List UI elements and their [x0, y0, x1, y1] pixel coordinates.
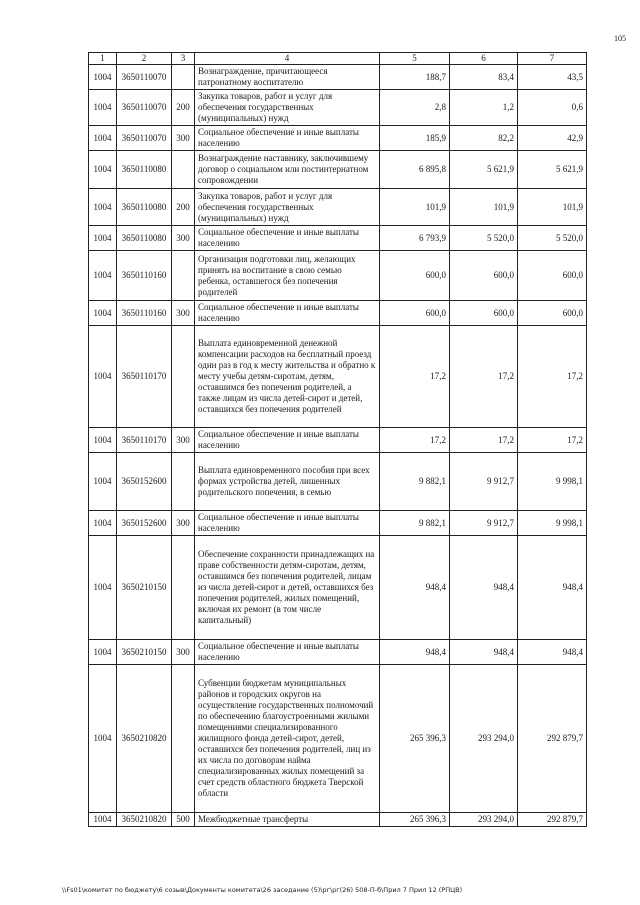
description-cell: Субвенции бюджетам муниципальных районов и городских округов на осуществление государственных полномочий по обеспечению благоустроенными жилыми помещениями специализированного жилищного фонда детей-сирот, детей, оставшихся без попечения родителей, лиц из их числа по договорам найма специализированных жилых помещений за счет средств областного бюджета Тверской области	[195, 665, 380, 813]
description-cell: Закупка товаров, работ и услуг для обеспечения государственных (муниципальных) нужд	[195, 90, 380, 126]
description-cell: Закупка товаров, работ и услуг для обеспечения государственных (муниципальных) нужд	[195, 189, 380, 226]
expense-type-cell	[172, 251, 195, 301]
section-code-cell: 1004	[89, 226, 117, 251]
amount-year3-cell: 9 998,1	[518, 453, 587, 511]
table-row	[89, 189, 587, 226]
section-code-cell: 1004	[89, 640, 117, 665]
amount-year1-cell: 6 793,9	[380, 226, 450, 251]
col-header-6: 6	[450, 53, 518, 65]
target-article-cell: 3650110080	[117, 226, 172, 251]
section-code-cell: 1004	[89, 511, 117, 536]
amount-year3-cell: 600,0	[518, 301, 587, 326]
amount-year3-cell: 0,6	[518, 90, 587, 126]
col-header-4: 4	[195, 53, 380, 65]
table-row	[89, 813, 587, 827]
section-code-cell: 1004	[89, 453, 117, 511]
expense-type-cell: 300	[172, 640, 195, 665]
table-row	[89, 665, 587, 813]
file-path-footer: \\Fs01\комитет по бюджету\6 созыв\Документы комитета\26 заседание (5)\рг\рг(26) 508-П-б\Прил 7 Прил 12 (РПЦВ)	[62, 886, 463, 894]
description-cell: Выплата единовременного пособия при всех формах устройства детей, лишенных родительского попечения, в семью	[195, 453, 380, 511]
amount-year3-cell: 600,0	[518, 251, 587, 301]
description-cell: Социальное обеспечение и иные выплаты населению	[195, 226, 380, 251]
target-article-cell: 3650210820	[117, 665, 172, 813]
expense-type-cell	[172, 326, 195, 428]
table-row	[89, 126, 587, 151]
amount-year2-cell: 101,9	[450, 189, 518, 226]
amount-year2-cell: 948,4	[450, 640, 518, 665]
target-article-cell: 3650152600	[117, 453, 172, 511]
table-body	[89, 65, 587, 827]
amount-year1-cell: 9 882,1	[380, 511, 450, 536]
target-article-cell: 3650210820	[117, 813, 172, 827]
table-row	[89, 511, 587, 536]
amount-year3-cell: 101,9	[518, 189, 587, 226]
amount-year2-cell: 83,4	[450, 65, 518, 90]
table-row	[89, 640, 587, 665]
amount-year3-cell: 5 520,0	[518, 226, 587, 251]
expense-type-cell	[172, 665, 195, 813]
section-code-cell: 1004	[89, 189, 117, 226]
amount-year2-cell: 17,2	[450, 428, 518, 453]
expense-type-cell: 300	[172, 226, 195, 251]
section-code-cell: 1004	[89, 536, 117, 640]
section-code-cell: 1004	[89, 428, 117, 453]
amount-year2-cell: 600,0	[450, 301, 518, 326]
amount-year3-cell: 42,9	[518, 126, 587, 151]
target-article-cell: 3650210150	[117, 536, 172, 640]
amount-year2-cell: 5 520,0	[450, 226, 518, 251]
table-row	[89, 65, 587, 90]
amount-year1-cell: 9 882,1	[380, 453, 450, 511]
amount-year2-cell: 948,4	[450, 536, 518, 640]
expense-type-cell: 200	[172, 189, 195, 226]
target-article-cell: 3650110170	[117, 428, 172, 453]
target-article-cell: 3650210150	[117, 640, 172, 665]
amount-year3-cell: 5 621,9	[518, 151, 587, 189]
amount-year1-cell: 6 895,8	[380, 151, 450, 189]
description-cell: Социальное обеспечение и иные выплаты населению	[195, 428, 380, 453]
target-article-cell: 3650110170	[117, 326, 172, 428]
col-header-3: 3	[172, 53, 195, 65]
table-row	[89, 226, 587, 251]
section-code-cell: 1004	[89, 813, 117, 827]
section-code-cell: 1004	[89, 251, 117, 301]
description-cell: Вознаграждение наставнику, заключившему договор о социальном или постинтернатном сопровождении	[195, 151, 380, 189]
amount-year1-cell: 948,4	[380, 536, 450, 640]
table-row	[89, 326, 587, 428]
amount-year1-cell: 600,0	[380, 251, 450, 301]
header-row	[89, 53, 587, 65]
table-row	[89, 453, 587, 511]
col-header-1: 1	[89, 53, 117, 65]
expense-type-cell: 300	[172, 126, 195, 151]
section-code-cell: 1004	[89, 90, 117, 126]
description-cell: Выплата единовременной денежной компенсации расходов на бесплатный проезд один раз в год к месту жительства и обратно к месту учебы детям-сиротам, детям, оставшимся без попечения родителей, а также лицам из числа детей-сирот и детей, оставшихся без попечения родителей	[195, 326, 380, 428]
amount-year2-cell: 1,2	[450, 90, 518, 126]
amount-year1-cell: 185,9	[380, 126, 450, 151]
target-article-cell: 3650110070	[117, 65, 172, 90]
table-row	[89, 301, 587, 326]
target-article-cell: 3650152600	[117, 511, 172, 536]
table-row	[89, 428, 587, 453]
col-header-2: 2	[117, 53, 172, 65]
expense-type-cell: 200	[172, 90, 195, 126]
amount-year3-cell: 9 998,1	[518, 511, 587, 536]
description-cell: Социальное обеспечение и иные выплаты населению	[195, 126, 380, 151]
target-article-cell: 3650110070	[117, 90, 172, 126]
amount-year2-cell: 600,0	[450, 251, 518, 301]
amount-year2-cell: 17,2	[450, 326, 518, 428]
amount-year1-cell: 17,2	[380, 428, 450, 453]
col-header-7: 7	[518, 53, 587, 65]
amount-year2-cell: 82,2	[450, 126, 518, 151]
section-code-cell: 1004	[89, 326, 117, 428]
expense-type-cell: 500	[172, 813, 195, 827]
expense-type-cell: 300	[172, 428, 195, 453]
budget-table	[88, 52, 587, 827]
amount-year3-cell: 43,5	[518, 65, 587, 90]
amount-year3-cell: 292 879,7	[518, 813, 587, 827]
target-article-cell: 3650110080	[117, 151, 172, 189]
table-row	[89, 251, 587, 301]
target-article-cell: 3650110080	[117, 189, 172, 226]
page-number: 105	[614, 34, 626, 43]
expense-type-cell	[172, 151, 195, 189]
amount-year3-cell: 948,4	[518, 640, 587, 665]
target-article-cell: 3650110070	[117, 126, 172, 151]
amount-year1-cell: 101,9	[380, 189, 450, 226]
col-header-5: 5	[380, 53, 450, 65]
description-cell: Социальное обеспечение и иные выплаты населению	[195, 301, 380, 326]
table-row	[89, 90, 587, 126]
description-cell: Межбюджетные трансферты	[195, 813, 380, 827]
expense-type-cell	[172, 453, 195, 511]
amount-year2-cell: 5 621,9	[450, 151, 518, 189]
amount-year1-cell: 2,8	[380, 90, 450, 126]
amount-year2-cell: 9 912,7	[450, 453, 518, 511]
amount-year3-cell: 17,2	[518, 428, 587, 453]
section-code-cell: 1004	[89, 665, 117, 813]
section-code-cell: 1004	[89, 126, 117, 151]
section-code-cell: 1004	[89, 65, 117, 90]
amount-year3-cell: 17,2	[518, 326, 587, 428]
expense-type-cell	[172, 536, 195, 640]
section-code-cell: 1004	[89, 151, 117, 189]
section-code-cell: 1004	[89, 301, 117, 326]
description-cell: Социальное обеспечение и иные выплаты населению	[195, 640, 380, 665]
amount-year2-cell: 293 294,0	[450, 665, 518, 813]
expense-type-cell: 300	[172, 511, 195, 536]
amount-year1-cell: 948,4	[380, 640, 450, 665]
amount-year3-cell: 292 879,7	[518, 665, 587, 813]
amount-year2-cell: 9 912,7	[450, 511, 518, 536]
amount-year1-cell: 17,2	[380, 326, 450, 428]
target-article-cell: 3650110160	[117, 251, 172, 301]
target-article-cell: 3650110160	[117, 301, 172, 326]
amount-year3-cell: 948,4	[518, 536, 587, 640]
amount-year1-cell: 188,7	[380, 65, 450, 90]
expense-type-cell	[172, 65, 195, 90]
description-cell: Организация подготовки лиц, желающих принять на воспитание в свою семью ребенка, оставшегося без попечения родителей	[195, 251, 380, 301]
amount-year1-cell: 600,0	[380, 301, 450, 326]
description-cell: Вознаграждение, причитающееся патронатному воспитателю	[195, 65, 380, 90]
expense-type-cell: 300	[172, 301, 195, 326]
amount-year2-cell: 293 294,0	[450, 813, 518, 827]
description-cell: Обеспечение сохранности принадлежащих на праве собственности детям-сиротам, детям, оставшимся без попечения родителей, лицам из числа детей-сирот и детей, оставшихся без попечения родителей, жилых помещений, включая их ремонт (в том числе капитальный)	[195, 536, 380, 640]
table-row	[89, 151, 587, 189]
amount-year1-cell: 265 396,3	[380, 665, 450, 813]
description-cell: Социальное обеспечение и иные выплаты населению	[195, 511, 380, 536]
table-row	[89, 536, 587, 640]
amount-year1-cell: 265 396,3	[380, 813, 450, 827]
